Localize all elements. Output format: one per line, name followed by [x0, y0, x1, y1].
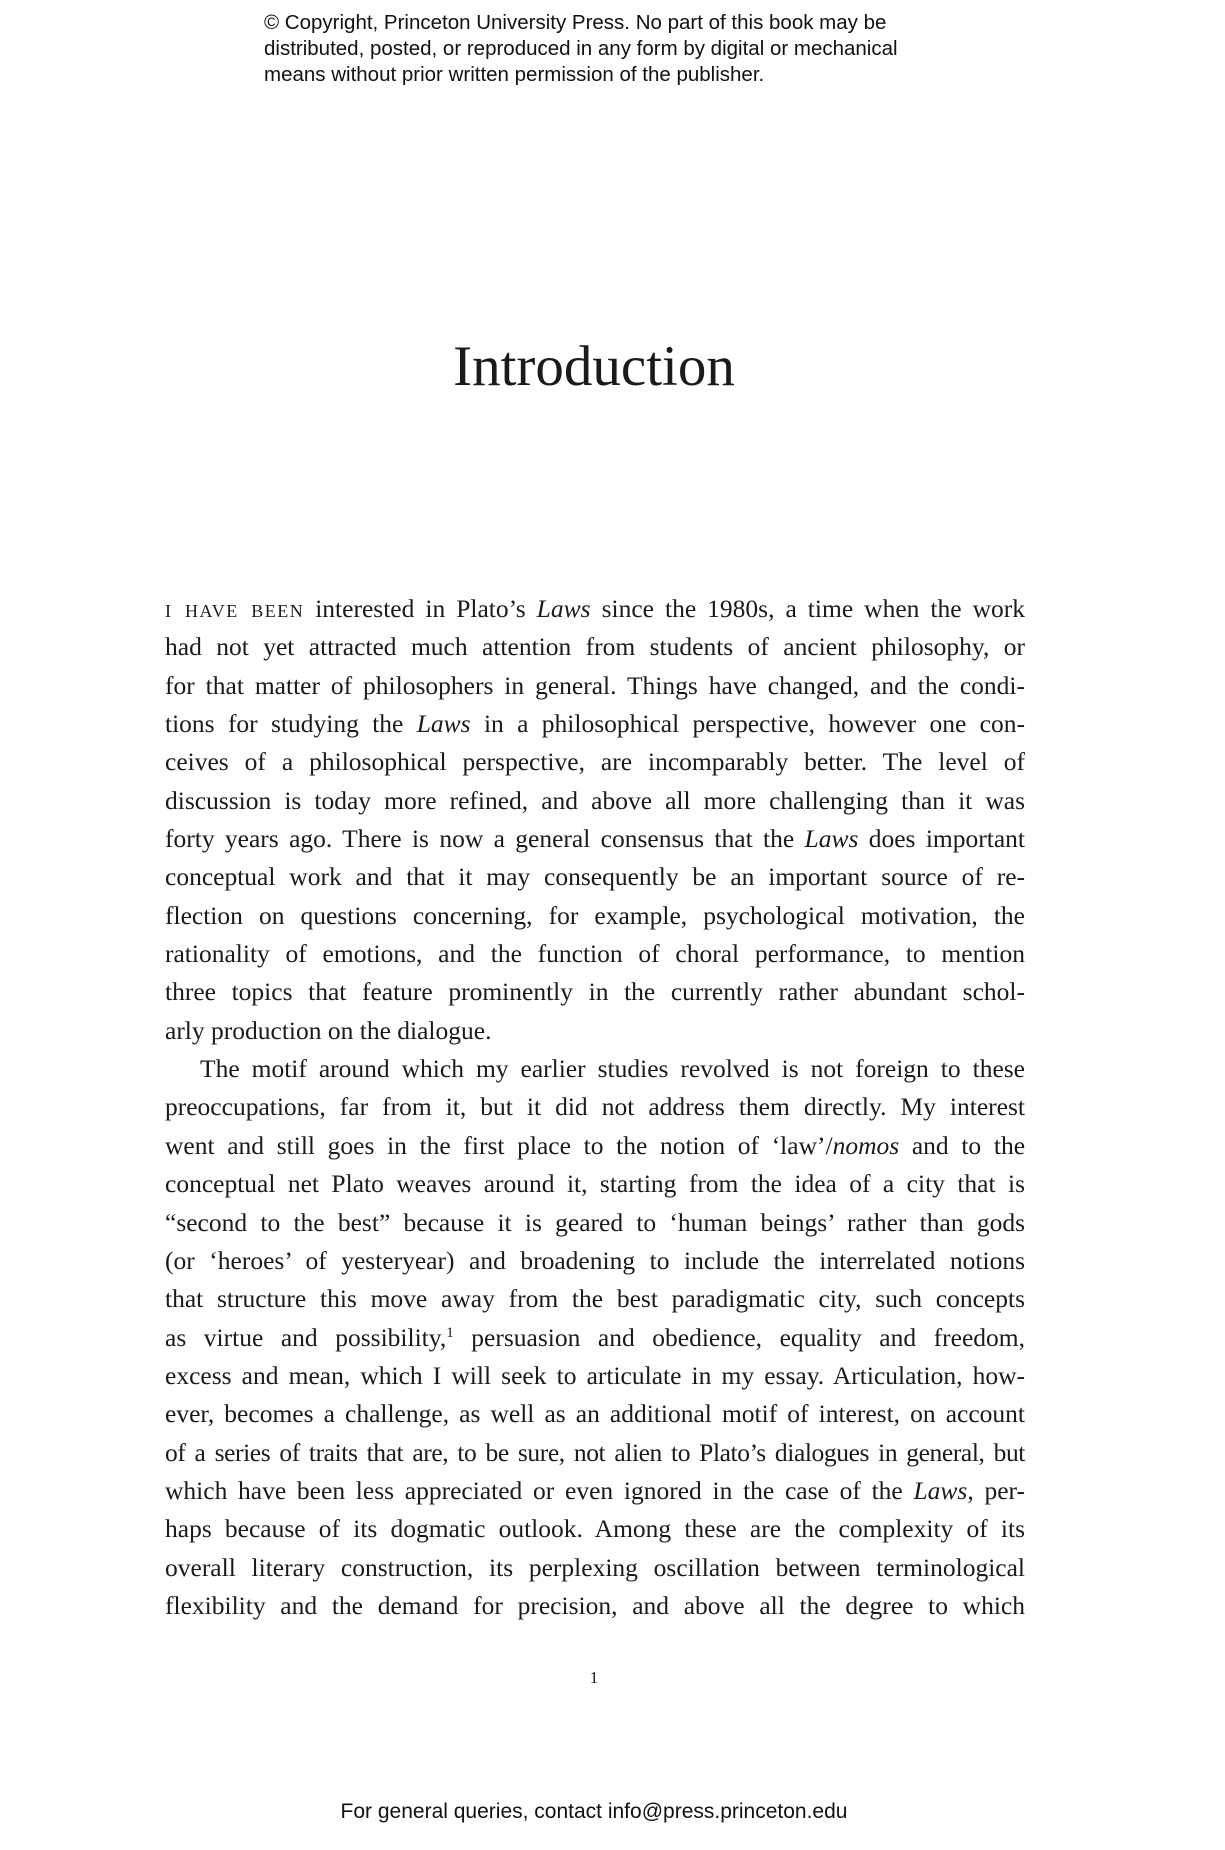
text-span: in a philosophical perspective, however one con- — [470, 709, 1025, 739]
text-line: overall literary construction, its perplexing oscillation between terminological — [165, 1552, 1025, 1582]
text-line: arly production on the dialogue. — [165, 1015, 492, 1045]
text-line: excess and mean, which I will seek to articulate in my essay. Articulation, how- — [165, 1360, 1025, 1390]
paragraph — [165, 590, 1025, 1050]
text-line: ever, becomes a challenge, as well as an additional motif of interest, on account — [165, 1399, 1025, 1429]
text-line — [165, 820, 1025, 858]
text-line — [165, 1472, 1025, 1510]
text-line: ceives of a philosophical perspective, are incomparably better. The level of — [165, 747, 1025, 777]
text-line: preoccupations, far from it, but it did not address them directly. My interest — [165, 1092, 1025, 1122]
text-span: which have been less appreciated or even ignored in the case of the — [165, 1475, 914, 1505]
footer-contact: For general queries, contact info@press.princeton.edu — [340, 1800, 848, 1823]
text-span: interested in Plato’s — [304, 594, 537, 623]
small-caps-lead-in: i have been — [165, 594, 305, 623]
italic-title: Laws — [416, 709, 471, 739]
text-span: tions for studying the — [165, 709, 417, 739]
paragraph — [165, 1050, 1025, 1625]
text-line: “second to the best” because it is geared to ‘human beings’ rather than gods — [165, 1207, 1025, 1237]
text-line — [165, 1127, 1025, 1165]
text-span: as virtue and possibility, — [165, 1322, 447, 1352]
text-line — [165, 705, 1025, 743]
text-line: of a series of traits that are, to be sure, not alien to Plato’s dialogues in general, but — [165, 1437, 1025, 1467]
text-line: flection on questions concerning, for example, psychological motivation, the — [165, 900, 1025, 930]
text-span: since the 1980s, a time when the work — [590, 594, 1025, 623]
text-span: , per- — [967, 1475, 1025, 1505]
italic-term: nomos — [832, 1130, 900, 1160]
copyright-line: © Copyright, Princeton University Press. No part of this book may be — [264, 11, 887, 34]
text-span: does important — [858, 824, 1025, 854]
text-line: discussion is today more refined, and above all more challenging than it was — [165, 785, 1025, 815]
text-line: conceptual net Plato weaves around it, starting from the idea of a city that is — [165, 1169, 1025, 1199]
text-line: flexibility and the demand for precision, and above all the degree to which — [165, 1590, 1025, 1620]
italic-title: Laws — [804, 824, 859, 854]
text-span: forty years ago. There is now a general consensus that the — [165, 824, 805, 854]
text-line — [165, 590, 1025, 628]
text-line: for that matter of philosophers in general. Things have changed, and the condi- — [165, 670, 1025, 700]
text-line: three topics that feature prominently in the currently rather abundant schol- — [165, 977, 1025, 1007]
text-line: that structure this move away from the best paradigmatic city, such concepts — [165, 1284, 1025, 1314]
copyright-notice — [264, 10, 1024, 88]
text-line — [165, 1319, 1025, 1357]
copyright-line: distributed, posted, or reproduced in any form by digital or mechanical — [264, 37, 898, 60]
text-line: (or ‘heroes’ of yesteryear) and broadening to include the interrelated notions — [165, 1245, 1025, 1275]
italic-title: Laws — [536, 594, 591, 623]
text-span: persuasion and obedience, equality and freedom, — [453, 1322, 1025, 1352]
italic-title: Laws — [913, 1475, 968, 1505]
page-number: 1 — [589, 1668, 599, 1687]
text-line: haps because of its dogmatic outlook. Among these are the complexity of its — [165, 1514, 1025, 1544]
chapter-title: Introduction — [453, 335, 735, 398]
text-line: The motif around which my earlier studies revolved is not foreign to these — [200, 1054, 1025, 1084]
text-line: conceptual work and that it may consequently be an important source of re- — [165, 862, 1025, 892]
text-span: and to the — [899, 1130, 1026, 1160]
text-line: rationality of emotions, and the function of choral performance, to mention — [165, 939, 1025, 969]
body-text — [165, 590, 1025, 1625]
copyright-line: means without prior written permission of the publisher. — [264, 63, 765, 86]
footnote-marker[interactable]: 1 — [446, 1324, 454, 1341]
text-line: had not yet attracted much attention from students of ancient philosophy, or — [165, 632, 1025, 662]
text-span: went and still goes in the first place to the notion of ‘law’/ — [165, 1130, 833, 1160]
